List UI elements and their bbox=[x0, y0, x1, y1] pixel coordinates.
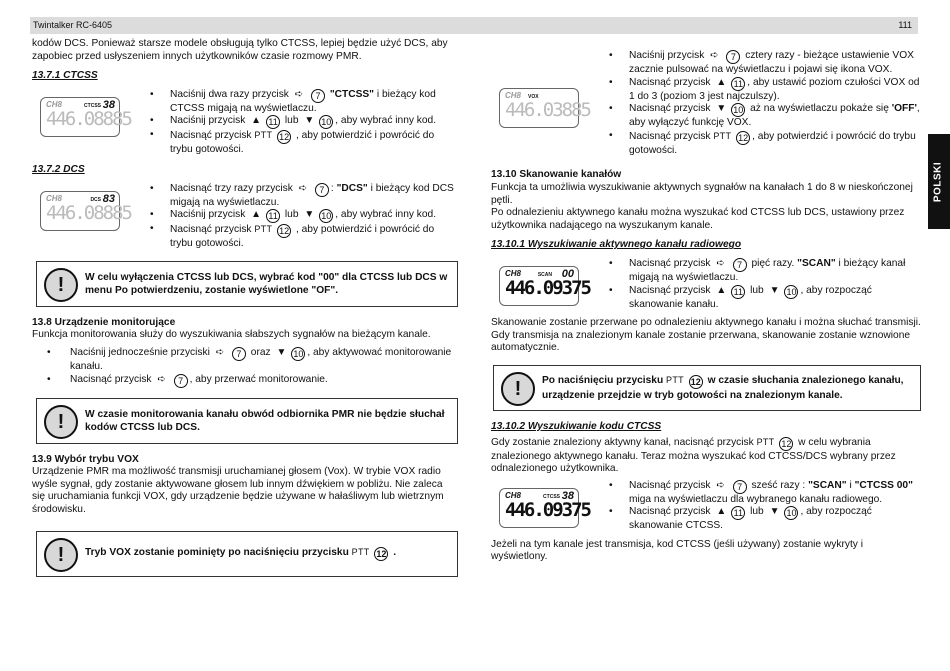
list-item: • Nacisnąć przycisk PTT 12 , aby potwierdzić i powrócić do trybu gotowości. bbox=[605, 130, 921, 158]
ptt-label: PTT bbox=[666, 374, 684, 385]
scan-ctcss-instructions bbox=[491, 480, 921, 533]
list-item: • Nacisnąć przycisk ▼ 10 aż na wyświetlaczu pokaże się 'OFF', aby wyłączyć funkcję VOX. bbox=[605, 103, 921, 130]
lcd-display-image: CH8 VOX 446.03885 bbox=[499, 88, 579, 128]
list-item: • Nacisnąć przycisk ▲ 11 , aby ustawić poziom czułości VOX od 1 do 3 (poziom 3 jest najczulszy). bbox=[605, 77, 921, 104]
menu-icon: ➪ bbox=[710, 50, 719, 61]
scan-text-2: Po odnalezieniu aktywnego kanału można wyszukać kod CTCSS lub DCS, ustawiony przez użytkownika nadającego na wyszukanym kanale. bbox=[491, 207, 905, 231]
section-title-scan-ctcss: 13.10.2 Wyszukiwanie kodu CTCSS bbox=[491, 420, 662, 432]
key-11-icon: 11 bbox=[731, 285, 745, 299]
key-7-icon: 7 bbox=[315, 183, 329, 197]
down-arrow-icon: ▼ bbox=[304, 115, 315, 127]
section-title-vox: 13.9 Wybór trybu VOX bbox=[32, 453, 139, 465]
key-12-icon: 12 bbox=[279, 132, 290, 143]
key-11-icon: 11 bbox=[731, 506, 745, 520]
ptt-label: PTT bbox=[254, 130, 273, 141]
note-box bbox=[493, 365, 921, 411]
note-box bbox=[36, 531, 458, 577]
menu-icon: ➪ bbox=[215, 346, 225, 358]
down-arrow-icon: ▼ bbox=[304, 209, 315, 221]
product-name: Twintalker RC-6405 bbox=[33, 20, 113, 30]
key-12-icon: 12 bbox=[781, 438, 792, 449]
list-item: • Naciśnij jednocześnie przyciski ➪ 7 oraz ▼ 10 , aby aktywować monitorowanie kanału. bbox=[32, 347, 458, 374]
key-10-icon: 10 bbox=[293, 348, 304, 359]
scan-text-1: Funkcja ta umożliwia wyszukiwanie aktywnych sygnałów na kanałach 1 do 8 w nieskończonej pętli. bbox=[491, 181, 913, 206]
page-header bbox=[30, 17, 918, 34]
section-title-scan-channel: 13.10.1 Wyszukiwanie aktywnego kanału radiowego bbox=[491, 239, 742, 251]
ptt-label: PTT bbox=[713, 130, 732, 141]
down-arrow-icon: ▼ bbox=[716, 103, 727, 115]
down-arrow-icon: ▼ bbox=[769, 506, 780, 518]
monitor-text: Funkcja monitorowania służy do wyszukiwania słabszych sygnałów na bieżącym kanale. bbox=[32, 329, 431, 341]
list-item: • Nacisnąć przycisk ➪ 7 sześć razy : "SCAN" i "CTCSS 00" miga na wyświetlaczu dla wybranego kanału radiowego. bbox=[605, 480, 921, 507]
scan-description: Skanowanie zostanie przerwane po odnalezieniu aktywnego kanału i można słuchać transmisji. Gdy transmisja na znalezionym kanale zostanie przerwana, skanowanie zostanie wznowione automatycznie. bbox=[491, 317, 921, 354]
key-12-icon: 12 bbox=[376, 549, 387, 559]
list-item: • Nacisnąć przycisk ➪ 7 , aby przerwać monitorowanie. bbox=[32, 374, 458, 388]
up-arrow-icon: ▲ bbox=[716, 284, 727, 296]
lcd-display-image: CH8 SCAN 00 446.09375 bbox=[499, 266, 579, 306]
down-arrow-icon: ▼ bbox=[276, 346, 287, 358]
key-10-icon: 10 bbox=[786, 508, 797, 519]
note-text: W celu wyłączenia CTCSS lub DCS, wybrać kod "00" dla CTCSS lub DCS w menu Po potwierdzeniu, zostanie wyświetlone "OF". bbox=[85, 271, 448, 296]
list-item: • Naciśnij przycisk ➪ 7 cztery razy - bieżące ustawienie VOX zacznie pulsować na wyświetlaczu i pojawi się ikona VOX. bbox=[605, 50, 921, 77]
key-11-icon: 11 bbox=[731, 77, 745, 91]
vox-instructions bbox=[491, 50, 921, 157]
page-number: 111 bbox=[898, 20, 912, 30]
warning-icon: ! bbox=[501, 372, 535, 406]
key-7-icon: 7 bbox=[232, 347, 246, 361]
up-arrow-icon: ▲ bbox=[251, 209, 262, 221]
language-tab: POLSKI bbox=[928, 134, 950, 229]
ctcss-instructions bbox=[32, 89, 458, 157]
note-text: W czasie monitorowania kanału obwód odbiornika PMR nie będzie słuchał kodów CTCSS lub DCS. bbox=[85, 408, 445, 433]
menu-icon: ➪ bbox=[298, 182, 308, 194]
lcd-display-image: CH8 DCS 83 446.08885 bbox=[40, 191, 120, 231]
key-12-icon: 12 bbox=[279, 226, 290, 237]
dcs-instructions bbox=[32, 183, 458, 251]
ptt-label: PTT bbox=[254, 224, 273, 235]
menu-icon: ➪ bbox=[716, 257, 725, 269]
lcd-display-image: CH8 CTCSS 38 446.08885 bbox=[40, 97, 120, 137]
list-item: • Naciśnij przycisk ▲ 11 lub ▼ 10 , aby wybrać inny kod. bbox=[146, 115, 458, 129]
key-12-icon: 12 bbox=[738, 132, 749, 143]
section-title-dcs: 13.7.2 DCS bbox=[32, 163, 85, 175]
scan-ctcss-result: Jeżeli na tym kanale jest transmisja, kod CTCSS (jeśli używany) zostanie wykryty i wyświetlony. bbox=[491, 538, 863, 563]
note-box bbox=[36, 398, 458, 444]
up-arrow-icon: ▲ bbox=[251, 115, 262, 127]
left-column bbox=[32, 38, 458, 587]
note-box bbox=[36, 261, 458, 307]
key-11-icon: 11 bbox=[266, 115, 280, 129]
ptt-label: PTT bbox=[756, 436, 775, 447]
list-item: • Naciśnij przycisk ▲ 11 lub ▼ 10 , aby wybrać inny kod. bbox=[146, 209, 458, 223]
list-item: • Nacisnąć przycisk ▲ 11 lub ▼ 10 , aby rozpocząć skanowanie CTCSS. bbox=[605, 506, 921, 533]
section-title-monitor: 13.8 Urządzenie monitorujące bbox=[32, 316, 176, 328]
list-item: • Nacisnąć przycisk PTT 12 , aby potwierdzić i powrócić do trybu gotowości. bbox=[146, 223, 458, 251]
list-item: • Nacisnąć przycisk ➪ 7 pięć razy. "SCAN" i bieżący kanał migają na wyświetlaczu. bbox=[605, 258, 921, 285]
section-title-scan: 13.10 Skanowanie kanałów bbox=[491, 169, 622, 181]
down-arrow-icon: ▼ bbox=[769, 284, 780, 296]
menu-icon: ➪ bbox=[716, 479, 725, 491]
key-11-icon: 11 bbox=[266, 209, 280, 223]
ptt-label: PTT bbox=[351, 547, 370, 557]
key-10-icon: 10 bbox=[321, 117, 332, 128]
vox-text: Urządzenie PMR ma możliwość transmisji uruchamianej głosem (Vox). W trybie VOX radio wyśle sygnał, gdy zostanie aktywowane głosem lub innym dźwiękiem w pobliżu. Nie zaleca się uruchamiania funkcji VOX, gdy urządzenie będzie używane w hałaśliwym lub wietrznym środowisku. bbox=[32, 466, 444, 515]
key-12-icon: 12 bbox=[690, 376, 701, 387]
note-text: Tryb VOX zostanie pominięty po naciśnięciu przycisku PTT 12 . bbox=[85, 547, 397, 559]
list-item: • Nacisnąć trzy razy przycisk ➪ 7 : "DCS" i bieżący kod DCS migają na wyświetlaczu. bbox=[146, 183, 458, 210]
list-item: • Naciśnij dwa razy przycisk ➪ 7 "CTCSS" i bieżący kod CTCSS migają na wyświetlaczu. bbox=[146, 89, 458, 116]
key-7-icon: 7 bbox=[726, 50, 740, 64]
right-column bbox=[491, 38, 921, 564]
warning-icon: ! bbox=[44, 268, 78, 302]
key-7-icon: 7 bbox=[174, 374, 188, 388]
up-arrow-icon: ▲ bbox=[716, 76, 727, 88]
up-arrow-icon: ▲ bbox=[716, 506, 727, 518]
key-10-icon: 10 bbox=[321, 211, 332, 222]
menu-icon: ➪ bbox=[157, 373, 166, 385]
note-text: Po naciśnięciu przycisku PTT 12 w czasie słuchania znalezionego kanału, urządzenie przejdzie w tryb gotowości na znalezionym kanale. bbox=[542, 374, 904, 401]
key-10-icon: 10 bbox=[733, 105, 744, 116]
section-title-ctcss: 13.7.1 CTCSS bbox=[32, 70, 98, 82]
list-item: • Nacisnąć przycisk ▲ 11 lub ▼ 10 , aby rozpocząć skanowanie kanału. bbox=[605, 285, 921, 312]
warning-icon: ! bbox=[44, 538, 78, 572]
lcd-display-image: CH8 CTCSS 38 446.09375 bbox=[499, 488, 579, 528]
scan-ctcss-text: Gdy zostanie znaleziony aktywny kanał, nacisnąć przycisk PTT 12 w celu wybrania znalezionego aktywnego kanału. Teraz można wyszukać kod CTCSS/DCS wybrany przez odnalezionego użytkownika. bbox=[491, 436, 896, 475]
key-10-icon: 10 bbox=[786, 286, 797, 297]
intro-text: kodów DCS. Ponieważ starsze modele obsługują tylko CTCSS, lepiej będzie użyć DCS, aby zapobiec przed usłyszeniem innych użytkowników czasie rozmowy PMR. bbox=[32, 38, 448, 62]
scan-channel-instructions bbox=[491, 258, 921, 311]
key-7-icon: 7 bbox=[311, 89, 325, 103]
warning-icon: ! bbox=[44, 405, 78, 439]
menu-icon: ➪ bbox=[294, 88, 304, 100]
key-7-icon: 7 bbox=[733, 480, 747, 494]
list-item: • Nacisnąć przycisk PTT 12 , aby potwierdzić i powrócić do trybu gotowości. bbox=[146, 129, 458, 157]
key-7-icon: 7 bbox=[733, 258, 747, 272]
